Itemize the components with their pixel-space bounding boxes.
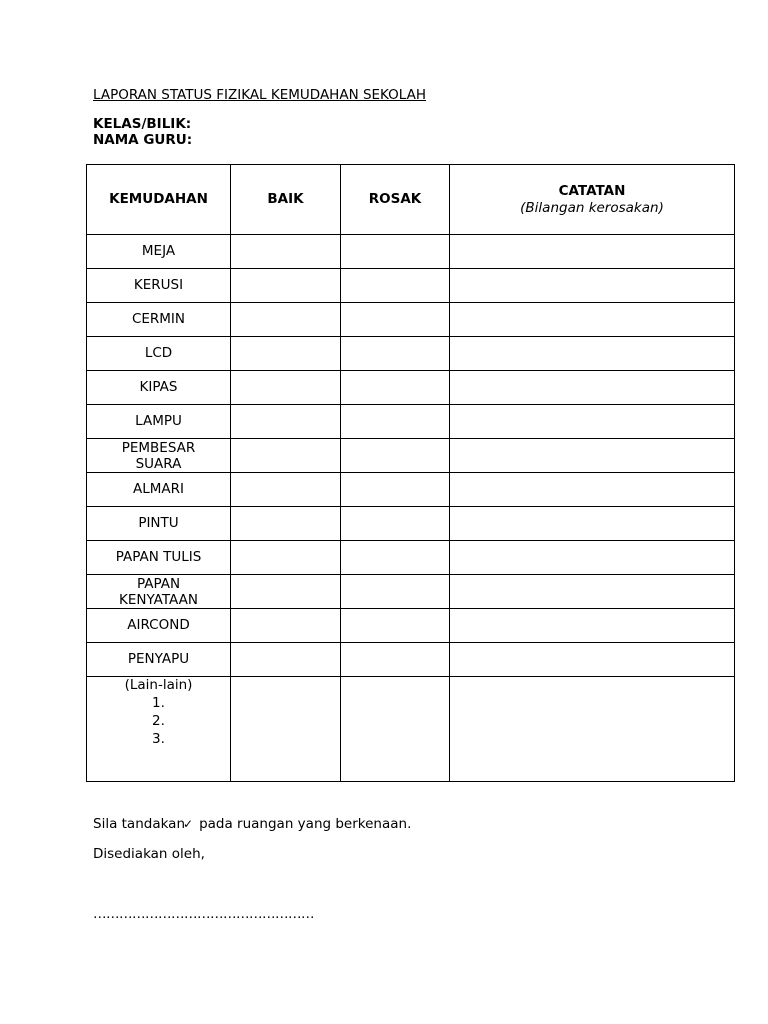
instruction-note bbox=[93, 816, 411, 832]
table-header-row bbox=[87, 165, 735, 235]
baik-cell[interactable] bbox=[231, 235, 341, 269]
facility-name-cell bbox=[87, 235, 231, 269]
facility-name-cell bbox=[87, 643, 231, 677]
catatan-cell[interactable] bbox=[450, 609, 735, 643]
facility-name-line: AIRCOND bbox=[127, 617, 190, 633]
facility-name-line: MEJA bbox=[141, 243, 176, 259]
facility-name-line: LAMPU bbox=[135, 413, 182, 429]
facility-name-line: PENYAPU bbox=[127, 651, 190, 667]
prepared-by-label: Disediakan oleh, bbox=[93, 846, 205, 862]
baik-cell[interactable] bbox=[231, 337, 341, 371]
facility-name-line: PEMBESAR bbox=[121, 439, 196, 456]
baik-cell[interactable] bbox=[231, 575, 341, 609]
catatan-cell[interactable] bbox=[450, 405, 735, 439]
header-catatan-sub: (Bilangan kerosakan) bbox=[520, 199, 664, 216]
facility-name-cell bbox=[87, 575, 231, 609]
table-row bbox=[87, 405, 735, 439]
others-cell bbox=[87, 677, 231, 782]
class-room-label: KELAS/BILIK: bbox=[93, 116, 192, 132]
rosak-cell[interactable] bbox=[341, 439, 450, 473]
table-row bbox=[87, 609, 735, 643]
table-row bbox=[87, 269, 735, 303]
header-rosak: ROSAK bbox=[341, 165, 450, 235]
facility-name-cell bbox=[87, 609, 231, 643]
table-row bbox=[87, 575, 735, 609]
facility-name-cell bbox=[87, 337, 231, 371]
baik-cell[interactable] bbox=[231, 269, 341, 303]
rosak-cell[interactable] bbox=[341, 303, 450, 337]
header-kemudahan: KEMUDAHAN bbox=[87, 165, 231, 235]
facility-status-table bbox=[86, 164, 735, 782]
catatan-cell[interactable] bbox=[450, 541, 735, 575]
table-row bbox=[87, 541, 735, 575]
baik-cell[interactable] bbox=[231, 609, 341, 643]
rosak-cell[interactable] bbox=[341, 371, 450, 405]
facility-name-cell bbox=[87, 507, 231, 541]
baik-cell[interactable] bbox=[231, 439, 341, 473]
table-row bbox=[87, 439, 735, 473]
others-number-2: 2. bbox=[152, 713, 165, 729]
facility-name-line: SUARA bbox=[135, 455, 182, 472]
rosak-cell[interactable] bbox=[341, 643, 450, 677]
table-row bbox=[87, 473, 735, 507]
others-number-1: 1. bbox=[152, 695, 165, 711]
baik-cell[interactable] bbox=[231, 541, 341, 575]
table-row bbox=[87, 507, 735, 541]
baik-cell[interactable] bbox=[231, 473, 341, 507]
others-rosak-cell[interactable] bbox=[341, 677, 450, 782]
facility-name-line: KERUSI bbox=[133, 277, 184, 293]
facility-name-line: ALMARI bbox=[132, 481, 184, 497]
table-row bbox=[87, 371, 735, 405]
header-catatan-label: CATATAN bbox=[558, 182, 626, 199]
header-baik: BAIK bbox=[231, 165, 341, 235]
others-number-3: 3. bbox=[152, 731, 165, 747]
catatan-cell[interactable] bbox=[450, 643, 735, 677]
catatan-cell[interactable] bbox=[450, 269, 735, 303]
catatan-cell[interactable] bbox=[450, 473, 735, 507]
note-text-before: Sila tandakan bbox=[93, 816, 186, 832]
catatan-cell[interactable] bbox=[450, 303, 735, 337]
catatan-cell[interactable] bbox=[450, 235, 735, 269]
rosak-cell[interactable] bbox=[341, 473, 450, 507]
facility-name-cell bbox=[87, 473, 231, 507]
facility-name-cell bbox=[87, 405, 231, 439]
facility-name-cell bbox=[87, 269, 231, 303]
signature-line[interactable]: …………………………………………… bbox=[93, 906, 314, 922]
facility-name-cell bbox=[87, 439, 231, 473]
catatan-cell[interactable] bbox=[450, 337, 735, 371]
others-catatan-cell[interactable] bbox=[450, 677, 735, 782]
baik-cell[interactable] bbox=[231, 643, 341, 677]
rosak-cell[interactable] bbox=[341, 575, 450, 609]
others-baik-cell[interactable] bbox=[231, 677, 341, 782]
rosak-cell[interactable] bbox=[341, 507, 450, 541]
rosak-cell[interactable] bbox=[341, 235, 450, 269]
note-text-after: pada ruangan yang berkenaan. bbox=[199, 816, 412, 832]
table-row-others bbox=[87, 677, 735, 782]
facility-name-line: LCD bbox=[144, 345, 173, 361]
checkmark-icon: ✓ bbox=[183, 817, 194, 831]
catatan-cell[interactable] bbox=[450, 575, 735, 609]
table-row bbox=[87, 235, 735, 269]
table-row bbox=[87, 337, 735, 371]
facility-name-line: CERMIN bbox=[131, 311, 186, 327]
facility-name-cell bbox=[87, 371, 231, 405]
catatan-cell[interactable] bbox=[450, 507, 735, 541]
rosak-cell[interactable] bbox=[341, 405, 450, 439]
facility-name-line: PAPAN bbox=[136, 575, 181, 592]
catatan-cell[interactable] bbox=[450, 439, 735, 473]
rosak-cell[interactable] bbox=[341, 269, 450, 303]
facility-name-line: KENYATAAN bbox=[118, 591, 198, 608]
facility-name-line: PAPAN TULIS bbox=[115, 549, 202, 565]
rosak-cell[interactable] bbox=[341, 541, 450, 575]
table-row bbox=[87, 303, 735, 337]
facility-name-line: KIPAS bbox=[139, 379, 178, 395]
facility-name-line: PINTU bbox=[138, 515, 179, 531]
document-title: LAPORAN STATUS FIZIKAL KEMUDAHAN SEKOLAH bbox=[93, 87, 427, 103]
rosak-cell[interactable] bbox=[341, 609, 450, 643]
teacher-name-label: NAMA GURU: bbox=[93, 132, 193, 148]
baik-cell[interactable] bbox=[231, 371, 341, 405]
catatan-cell[interactable] bbox=[450, 371, 735, 405]
baik-cell[interactable] bbox=[231, 507, 341, 541]
baik-cell[interactable] bbox=[231, 303, 341, 337]
facility-name-cell bbox=[87, 541, 231, 575]
rosak-cell[interactable] bbox=[341, 337, 450, 371]
table-row bbox=[87, 643, 735, 677]
baik-cell[interactable] bbox=[231, 405, 341, 439]
header-catatan bbox=[450, 165, 735, 235]
facility-name-cell bbox=[87, 303, 231, 337]
others-title: (Lain-lain) bbox=[124, 677, 193, 693]
